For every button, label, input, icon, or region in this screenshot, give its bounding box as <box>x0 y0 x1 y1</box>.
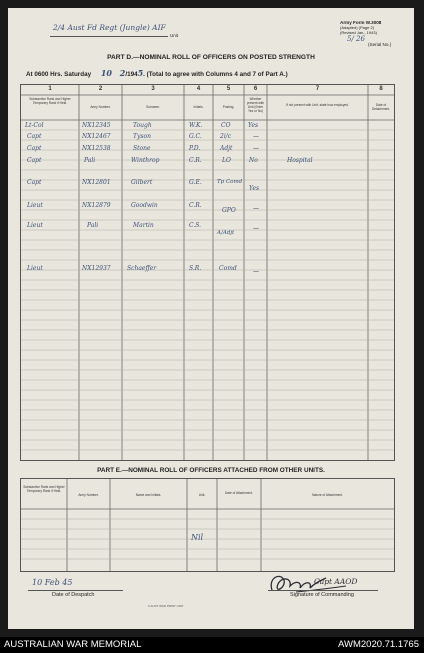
unit-handwritten: 2/4 Aust Fd Regt (Jungle) AIF <box>53 23 166 32</box>
row-army-number: NX12937 <box>82 265 111 272</box>
date-suffix: . (Total to agree with Columns 4 and 7 of Part A.) <box>143 71 288 78</box>
row-rank: Capt <box>27 179 42 186</box>
part-e-colhead-army-number: Army Number. <box>78 493 99 497</box>
part-e-colhead-nature: Nature of Attachment. <box>312 493 343 497</box>
date-prefix: At 0600 Hrs. Saturday <box>26 71 92 78</box>
row-surname: Winthrop <box>131 157 160 164</box>
colhead-army-number: Army Number. <box>90 105 111 109</box>
row-initials: W.K. <box>189 122 203 129</box>
row-rank: Lieut <box>27 222 43 229</box>
row-initials: G.E. <box>189 179 202 186</box>
unit-underline <box>50 36 168 37</box>
row-surname: Stone <box>133 145 151 152</box>
row-present: — <box>253 225 259 232</box>
row-present: — <box>253 133 259 140</box>
archive-caption-right: AWM2020.71.1765 <box>338 639 419 650</box>
row-surname: Tough <box>133 122 152 129</box>
row-posting: 2i/c <box>220 133 232 140</box>
archive-caption-left: AUSTRALIAN WAR MEMORIAL <box>4 639 142 650</box>
form-adapted: (Adapted) (Page 2) <box>340 25 375 30</box>
despatch-date: 10 Feb 45 <box>32 578 73 587</box>
colhead-rank: Substantive Rank and Higher Temporary Rank if Held. <box>29 97 71 105</box>
part-e-colhead-name: Name and Initials. <box>135 493 162 497</box>
serial-handwritten: 5/ 26 <box>347 35 365 43</box>
row-army-number: Pali <box>84 157 96 164</box>
colhead-employed: If not present with Unit, state how employed. <box>286 103 349 107</box>
part-d-title: PART D.—NOMINAL ROLL OF OFFICERS ON POSTED STRENGTH <box>107 54 315 61</box>
date-year: 5 <box>137 68 144 78</box>
despatch-label: Date of Despatch <box>52 592 95 598</box>
row-posting: A/Adjt <box>217 230 235 236</box>
form-revised: (Revised Jan., 1943) <box>340 30 377 35</box>
row-surname: Tyson <box>133 133 151 140</box>
row-army-number: Pali <box>87 222 99 229</box>
despatch-line <box>28 590 123 591</box>
printer-imprint: 9 AUST WAR PRINT UNIT <box>148 604 184 608</box>
row-rank: Capt <box>27 145 42 152</box>
colnum-7: 7 <box>315 86 320 92</box>
part-e-title: PART E.—NOMINAL ROLL OF OFFICERS ATTACHED FROM OTHER UNITS. <box>97 467 325 474</box>
row-rank: Lieut <box>27 202 43 209</box>
archive-caption-bar <box>0 637 424 653</box>
date-month: 2 <box>119 68 126 78</box>
signature-mark: Capt AAOD <box>314 577 358 586</box>
roll-date-line <box>26 68 288 78</box>
row-initials: G.C. <box>189 133 202 140</box>
row-posting: LO <box>222 157 231 164</box>
row-posting: CO <box>221 122 231 129</box>
row-initials: C.R. <box>189 202 202 209</box>
colnum-4: 4 <box>196 86 201 92</box>
colnum-5: 5 <box>226 86 231 92</box>
row-present: — <box>253 145 259 152</box>
row-posting: GPO <box>222 207 236 214</box>
date-year-prefix: /194 <box>125 71 138 78</box>
signature-line <box>268 590 378 591</box>
part-e-colhead-unit: Unit. <box>198 493 206 497</box>
colhead-surname: Surname. <box>146 105 160 109</box>
colnum-8: 8 <box>379 86 383 92</box>
colhead-present: Whether present with Unit (Enter Yes or No) <box>246 97 265 113</box>
row-surname: Goodwin <box>131 202 158 209</box>
part-e-nil: Nil <box>191 533 204 542</box>
row-rank: Capt <box>27 133 42 140</box>
form-title: Army Form W.3008 <box>340 20 382 25</box>
row-rank: Capt <box>27 157 42 164</box>
row-surname: Martin <box>133 222 154 229</box>
row-employed: Hospital <box>287 157 313 164</box>
part-e-table <box>20 478 395 572</box>
part-e-colhead-rank: Substantive Rank and Higher Temporary Rank if Held. <box>23 485 65 493</box>
signature-label: Signature of Commanding <box>290 592 354 598</box>
row-army-number: NX12538 <box>82 145 111 152</box>
row-rank: Lt-Col <box>25 122 44 129</box>
unit-label: Unit <box>170 33 179 38</box>
row-rank: Lieut <box>27 265 43 272</box>
part-d-table <box>20 84 395 461</box>
row-present: Yes <box>248 122 259 129</box>
row-posting: Tp Comd <box>217 179 243 185</box>
form-sheet <box>8 8 414 629</box>
colhead-initials: Initials. <box>193 105 204 109</box>
colhead-posting: Posting. <box>222 105 235 109</box>
part-d-ruling <box>21 85 394 460</box>
colnum-2: 2 <box>98 86 103 92</box>
row-posting: Adjt <box>220 145 233 152</box>
date-day: 10 <box>100 68 112 78</box>
row-initials: P.D. <box>189 145 201 152</box>
part-e-colhead-date: Date of Attachment. <box>225 491 253 495</box>
row-initials: C.S. <box>189 222 202 229</box>
row-present: Yes <box>249 185 260 192</box>
row-surname: Schaeffer <box>127 265 157 272</box>
row-surname: Gilbert <box>131 179 153 186</box>
row-present: — <box>253 205 259 212</box>
row-army-number: NX12879 <box>82 202 111 209</box>
row-army-number: NX12467 <box>82 133 111 140</box>
row-present: — <box>253 268 259 275</box>
row-present: No <box>249 157 258 164</box>
colnum-3: 3 <box>151 86 155 92</box>
colnum-6: 6 <box>253 86 258 92</box>
row-initials: S.R. <box>189 265 202 272</box>
row-army-number: NX12801 <box>82 179 111 186</box>
colhead-detached: Date of Detachment. <box>371 103 391 111</box>
row-initials: C.R. <box>189 157 202 164</box>
serial-label: (Serial No.) <box>368 42 392 47</box>
row-posting: Comd <box>219 265 237 272</box>
row-army-number: NX12345 <box>82 122 111 129</box>
colnum-1: 1 <box>48 86 52 92</box>
